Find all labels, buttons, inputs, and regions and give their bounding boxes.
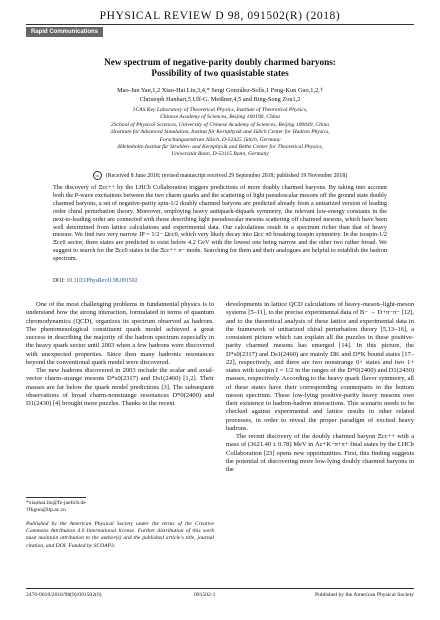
affiliation-line: Chinese Academy of Sciences, Beijing 100190, China [160,114,280,121]
doi-label: DOI: [53,278,67,284]
footer-page-number: 091502-1 [194,592,216,598]
journal-header: PHYSICAL REVIEW D 98, 091502(R) (2018) [99,10,341,22]
footnote-email-2: †fkguo@itp.ac.cn [26,507,66,514]
received-dates [26,171,414,180]
affiliations [26,107,414,159]
header-rule [26,24,414,25]
footnote-email-1: *xiaohai.liu@fz-juelich.de [26,500,86,506]
affiliation-line: 3Institute for Advanced Simulation, Institut für Kernphysik and Jülich Center for Hadron Physics, [110,129,330,136]
footer-rule [26,588,414,589]
doi-line [53,278,138,284]
author-list [26,87,414,104]
body-paragraph: The new hadrons discovered in 2003 include the scalar and axial-vector charm-strange mesons D*s0(2317) and Ds1(2460) [1,2]. Their masses are far below the quark model predictions [3]. The subsequent observations of broad charm-nonstrange resonances D*0(2400) and D1(2430) [4] brought more puzzles. Thanks to the recent [26,367,214,407]
body-paragraph: developments in lattice QCD calculations of heavy-meson–light-meson systems [5–11], to the precise experimental data of B− → D+π−π− [12], and to the theoretical analysis of these lattice and experimental data in the framework of unitarized chiral perturbation theory [5,13–16], a consistent picture which can explain all the puzzles in these positive-parity charmed mesons has emerged [14]. In this picture, the D*s0(2317) and Ds1(2460) are mainly DK and D*K bound states [17–22], respectively, and there are two nonstrange 0+ states and two 1+ states with isospin I = 1/2 in the ranges of the D*0(2400) and D1(2430) masses, respectively. According to the heavy quark flavor symmetry, all of these states have their corresponding counterparts in the bottom meson spectrum. These low-lying positive-parity heavy mesons owe their existence to hadron-hadron interactions. This scenario needs to be checked against experimental and lattice results in other related processes, in order to reveal the proper paradigm of excited heavy hadrons. [226,301,414,432]
affiliation-line: 2School of Physical Sciences, University of Chinese Academy of Sciences, Beijing 100049, China [110,121,330,128]
article-title [26,57,414,79]
section-tag: Rapid Communications [26,27,103,37]
creative-commons-icon: cc [93,171,102,180]
authors-line-2: Christoph Hanhart,5 Ulf-G. Meißner,4,5 and Bing-Song Zou1,2 [139,95,301,103]
title-line-2: Possibility of two quasistable states [151,68,289,78]
footnote-rule [26,497,86,498]
footer-publisher: Published by the American Physical Society [315,592,414,598]
footer-issn: 2470-0010/2018/98(9)/091502(6) [26,592,102,598]
abstract: The discovery of Ξcc++ by the LHCb Collaboration triggers predictions of more doubly charmed baryons. By taking into account both the P-wave excitations between the two charm quarks and the scattering of light pseudoscalar mesons off the ground state doubly charmed baryons, a set of negative-parity spin-1/2 doubly charmed baryons are predicted already from a unitarized version of leading order chiral perturbation theory. Moreover, employing heavy antiquark-diquark symmetry, the relevant low-energy constants in the next-to-leading order are connected with those describing light pseudoscalar mesons scattering off charmed mesons, which have been well determined from lattice calculations and experimental data. Our calculations result in a spectrum richer than that of heavy mesons. We find two very narrow JP = 1/2− Ωcc0, which very likely decay into Ωcc π0 breaking isospin symmetry. In the isospin-1/2 Ξcc0 sector, three states are predicted to exist below 4.2 GeV with the lowest one being narrow and the other two rather broad. We suggest to search for the Ξcc0 states in the Ξcc++ π− mode. Searching for them and their analogues are helpful to establish the hadron spectrum. [53,184,387,263]
affiliation-line: 1CAS Key Laboratory of Theoretical Physics, Institute of Theoretical Physics, [132,107,308,113]
body-paragraph: One of the most challenging problems in fundamental physics is to understand how the strong interaction, formulated in terms of quantum chromodynamics (QCD), organizes its spectrum observed as hadrons. The phenomenological constituent quark model achieved a great success in describing the majority of the hadron spectrum especially in the heavy quark sector until 2003 when a few hadrons were discovered with unexpected properties. Since then many hadronic resonances beyond the conventional quark model were discovered. [26,301,214,366]
footnotes [26,500,214,514]
affiliation-line: 4Helmholtz-Institut für Strahlen- und Kernphysik and Bethe Center for Theoretical Physics, [117,144,323,151]
title-line-1: New spectrum of negative-parity doubly charmed baryons: [104,57,336,67]
body-paragraph: The recent discovery of the doubly charmed baryon Ξcc++ with a mass of (3621.40 ± 0.78) MeV in Λc+K−π+π+ final states by the LHCb Collaboration [23] opens new opportunities. First, this finding suggests the potential of discovering more low-lying doubly charmed baryons in the [226,433,414,473]
affiliation-line: Forschungszentrum Jülich, D-52425 Jülich, Germany [159,136,281,143]
right-column [226,301,414,474]
affiliation-line: Universität Bonn, D-53115 Bonn, Germany [171,151,269,158]
doi-link[interactable]: 10.1103/PhysRevD.98.091502 [66,278,138,284]
received-text: (Received 8 June 2018; revised manuscript received 29 September 2018; published 19 November 2018) [105,172,348,179]
license-note: Published by the American Physical Society under the terms of the Creative Commons Attribution 4.0 International license. Further distribution of this work must maintain attribution to the author(s) and the published article's title, journal citation, and DOI. Funded by SCOAP3. [26,521,214,549]
left-column [26,301,214,408]
authors-line-1: Mao-Jun Yan,1,2 Xiao-Hai Liu,3,4,* Sergi González-Solís,1 Feng-Kun Guo,1,2,† [117,87,323,94]
